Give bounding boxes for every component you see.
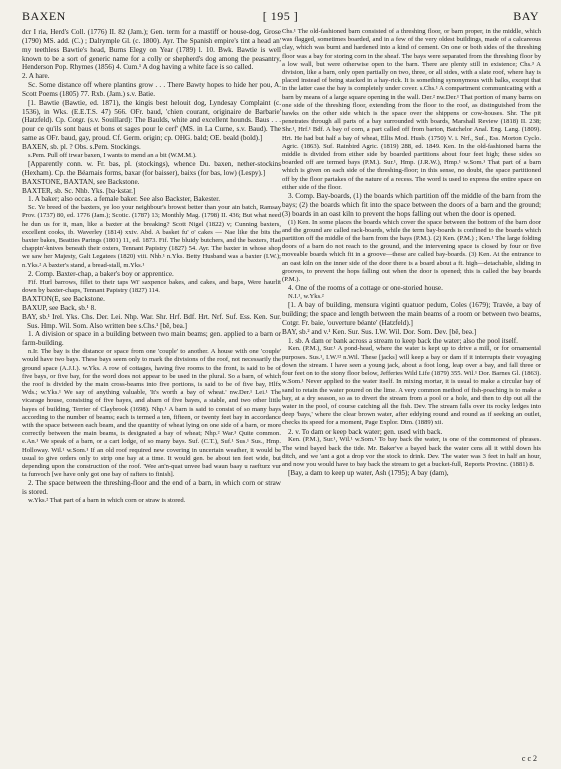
entry-paragraph: N.I.¹, w.Yks.²: [288, 293, 324, 301]
entry-paragraph: s.Pem. Pull off irwar baxen, I wants to mend an a bit (W.M.M.).: [28, 151, 197, 159]
left-column: [22, 28, 281, 753]
header-right-catchword: BAY: [513, 9, 539, 23]
entry-headword-paragraph: BAXTER, sb. Sc. Nhb. Yks. [ba·kstər.]: [22, 186, 136, 195]
entry-headword-paragraph: BAXTON(E, see Backstone.: [22, 295, 105, 304]
header-left-catchword: BAXEN: [22, 9, 66, 23]
page-header: [22, 9, 539, 25]
entry-paragraph: [Apparently conn. w. Fr. bas, pl. (stockings), whence Du. baxen, nether-stockins (Hexham). Cp. the Béarnais forms, baxar (for baisser), baixs (for bas, low) (Lespy).]: [22, 160, 281, 177]
entry-paragraph: 1. A baker; also occas. a female baker. See also Backster, Bakester.: [28, 195, 221, 204]
entry-paragraph: [1. A bay of building, mensura viginti quatuor pedum, Coles (1679); Travée, a bay of building; the space and length between the main beams of a room or between two beams, Cotgr. Fr. baie, 'ouverture béante' (Hatzfeld).]: [282, 301, 541, 327]
entry-paragraph: Ken. (P.M.), Sur.¹, Wil.¹ w.Som.¹ To bay back the water, is one of the commonest of phrases. The wind bayed back the tide. Mr. Baker've a bayed back the water cens all it withl down his ditch, and we 'ant a got a drop vor the stock to drink. Dev. The water was 3 feet in half an hour, and now you would have to bay back the stream to get a bucket-full, Reports Provinc. (1881) 8.: [282, 436, 541, 468]
signature-mark: c c 2: [521, 754, 537, 763]
entry-paragraph: 1. sb. A dam or bank across a stream to keep back the water; also the pool itself.: [288, 336, 518, 345]
entry-headword-paragraph: BAY, sb.² and v.¹ Ken. Sur. Sus. I.W. Wil. Dor. Som. Dev. [bē, beə.]: [282, 327, 477, 336]
entry-headword-paragraph: BAXSTONE, BAXTAN, see Backstone.: [22, 177, 140, 186]
entry-paragraph: Sc. Some distance off where plantins grow . . . There Bawty hopes to hide her pou, A. Scott Poems (1805) 77. Rxb. (Jam.) s.v. Batie.: [22, 81, 281, 98]
entry-paragraph: 3. Comp. Bay-boards, (1) the boards which partition off the middle of the barn from the bays; (2) the boards which fit into the space between the doors of a barn and the ground; (3) boards in an oast kiln to prevent the hops falling out when the door is opened.: [282, 192, 541, 218]
entry-paragraph: 2. Comp. Baxter-chap, a baker's boy or apprentice.: [28, 269, 174, 278]
entry-headword-paragraph: 2. A hare.: [22, 72, 50, 81]
entry-paragraph: Chs.¹ The old-fashioned barn consisted of a threshing floor, or barn proper, in the middle, which was flagged, sometimes boarded, and in a few of the very oldest buildings, made of a calcareous clay, which was burnt and hardened into a kind of cement. On one or both sides of the threshing floor was a bay for storing corn in the sheaf. The bays were separated from the threshing floor by a low wall, but were otherwise open to the barn. There are plenty still in existence; Chs.³ A division, like a barn, only open partially on two, three, or all sides, with a slate roof, where hay is placed instead of being stacked in a hay-rick. It is something synonymous with balks, except that in the latter case the bay is completely under cover. s.Chs.¹ A compartment communicating with a barn by means of a large square opening in the wall. Der.² nw.Der.¹ That portion of many barns on one side of the threshing floor, extending from the floor to the roof, as distinguished from the bawks on the other side which is the space over the shippens or cow-houses. Shr. The pit penetrates through all parts of a bay surrounded with boards, Marshall Review (1818) II. 238; Shr.¹, Hrf.¹ Bdf. A bay of corn, a part called off from barton, Batchelor Anal. Eng. Lang. (1809). Hrt. He had but half a bay of wheat, Ellis Mod. Husb. (1750) V. i. Nrf., Suf., Ess. Morton Cyclo. Agric. (1863). Suf. Rainbird Agric. (1819) 288, ed. 1849. Ken. In the old-fashioned barns the middle is divided from either side by boarded partitions about four feet high; these sides so boarded off are termed bays (P.M.). Sur.¹, Hmp. (J.R.W.), Hmp.¹ w.Som.¹ That part of a barn which is given on each side of the threshing-floor; in this sense, no doubt, the space partitioned off by the floor partakes of the nature of a recess. The word is used to express the entire space on either side of the floor.: [282, 28, 541, 191]
entry-paragraph: w.Yks.² That part of a barn in which corn or straw is stored.: [28, 497, 186, 505]
entry-paragraph: 2. v. To dam or keep back water; gen. used with back.: [288, 427, 443, 436]
entry-paragraph: 1. A division or space in a building between two main beams; gen. applied to a barn or farm-building.: [22, 330, 281, 348]
entry-paragraph: n.Ir. The bay is the distance or space from one 'couple' to another. A house with one 'couple' would have two bays. These bays seem only to mark the divisions of the roof, not necessarily the ground space (A.J.I.). w.Yks. A row of cottages, having five rooms to the front, is said to be of five bays, or five bay, for the word does not appear to be used in the plural. So a barn, of which the roof is divided by the main cross-beams into five portions, is said to be of five bay, Hlfx Wds.; w.Yks.¹ We say of anything valuable, 'It's worth a bay of wheat.' nw.Der.¹ Lei.¹ The vicarage house, consisting of five bayes, and abarn of five bayes, a stable, and two other little bayes of building, Terrier of Claybrook (1698). Nhp.¹ A barn is said to consist of so many bays according to the number of beams; each is termed a ten, fifteen, or twenty feet bay in accordance with the space between each beam, and the quantity of wheat lying on one side of a barn, or more correctly between the main beams, is designated a bay of wheat; Nhp.² War.³ Quite common. e.An.¹ We speak of a barn, or a cart lodge, of so many bays. Suf. (C.T.), Suf.¹ Sus.¹ Sus., Hmp. Holloway. Wil.¹ w.Som.¹ If an old roof required new covering in uncertain weather, it would be usual to give orders only to strip one bay at a time. It would gen. be about ten feet wide, but depending upon the construction of the roof. 'Wee an'n-quat unvee bad waun baay u raefturz vur ta funvoch [we have only got one bay of rafters to finish].: [22, 348, 281, 479]
entry-paragraph: 2. The space between the threshing-floor and the end of a barn, in which corn or straw is stored.: [22, 479, 281, 497]
entry-paragraph: Ken. (P.M.), Sur.¹ A pond-head, where the water is kept up to drive a mill, or for ornamental purposes. Sus.¹, I.W.¹² n.Wil. These [jacks] will keep a bay or dam if it interrupts their voyaging down the stream. I have seen a young jack, about a foot long, leap over a bay, and fall three or four feet on to the stony floor below, Jefferies Wild Life (1879) 355. Wil.¹ Dor. Barnes Gl. (1863). w.Som.¹ Never applied to the water itself. In mixing mortar, it is usual to make a circular bay of sand to retain the water poured on the lime. A very common method of fish-poaching is to make a bay, at a dry season, so as to divert the stream from a pool or a hole, and then to dip out all the water in the pool, of course catching all the fish. Dev. The stream falls over its rocky ledges into deep 'bays,' where the clear brown water, after eddying round and round as if seeking an outlet, checks its speed for a moment, Page Explor. Dtm. (1889) xii.: [282, 345, 541, 427]
page-number: [ 195 ]: [262, 9, 299, 23]
entry-paragraph: Sc. Ye breed of the baxters, ye loo your neighbour's browst better than your ain batch, Ramsay Prov. (1737) 80, ed. 1776 (Jam.); Scotic. (1787) 13; Monthly Mag. (1798) II. 436; But what need he dun us for it, man, like a baxter at the breaking? Scott Nigel (1822) v; Cunning baxters, excellent cooks, ib. Waverley (1814) xxiv. Abd. A basket fu' o' cakes — Nae like the bits the baxter bakes, Beatties Parings (1801) 11, ed. 1873. Fif. The bluidy butchers, and the baxters, Had chappin'-knives beneath their oxters, Tennant Papistry (1827) 54. Ayr. The baxter in whose shop we saw her Majesty, Galt Legatees (1820) viii. Nhb.¹ n.Yks. Betty Husband was a baxter (I.W.); n.Yks.² A baxter's stand, a bread-stall, m.Yks.¹: [22, 204, 281, 269]
entry-paragraph: Fif. Hurl barrows, fillet to their taps Wi' saxpence bakes, and cakes, and baps, Were haurlit down by baxter-chaps, Tennant Papistry (1827) 114.: [22, 278, 281, 294]
entry-paragraph: [1. Bawtie (Bawtie, ed. 1871), the kingis best helouit dog, Lyndesay Complaint (c. 1536), in Wks. (E.E.T.S. 47) 566. OFr. baud, 'chien courant, originaire de Barbarie' (Hatzfeld). Cp. Cotgr. (s.v. Souillard): The Baulds, white and excellent hounds. Baus . . . pour ce qu'ils sont baus et bons et sages pour le cerf' (MS. in La Curne, s.v. Baud). The same as OFr. baud, gay, proud. Cf. Germ. origin; cp. OHG. bald; OE. beald (bold).]: [22, 98, 281, 143]
entry-paragraph: dcr I ria, Herd's Coll. (1776) II. 82 (Jam.); Gen. term for a mastiff or house-dog, Grose (1790) MS. add. (C.) ; Dalrymple Gl. (c. 1800). Ayr. The Spanish empire's tint a head an' my teethless Bawtie's head, Burns Elegy on Year (1789) l. 10. Bwk. Bawtie is well known to be a sort of generic name for a colly or shepherd's dog among the peasantry, Henderson Pop. Rhymes (1856) 4. Cum.¹ A dog having a white face is so called.: [22, 28, 281, 72]
entry-headword-paragraph: BAXUP, see Back, sb.¹ 8.: [22, 303, 97, 312]
right-column: [282, 28, 541, 753]
entry-headword-paragraph: BAXEN, sb. pl. ? Obs. s.Pem. Stockings.: [22, 142, 141, 151]
entry-paragraph: (1) Ken. In some places the boards which cover the space between the bottom of the barn door and the ground are called rack-boards, while the term bay-boards is confined to the boards which partition off the middle of the barn from the bays (P.M.). (2) Ken. (P.M.) ; Ken.¹ The large folding doors of a barn do not reach to the ground, and the intervening space is closed by four or five moveable boards which fit in a groove—these are called bay-boards. (3) Ken. At the entrance to an oast kiln on the inner side of the door there is a board about a ft. high—detachable, sliding in grooves, to prevent the hops falling out when the door is opened; this is called the bay boards (P.M.).: [282, 218, 541, 284]
entry-headword-paragraph: BAY, sb.¹ Irel. Yks. Chs. Der. Lei. Nhp. War. Shr. Hrf. Bdf. Hrt. Nrf. Suf. Ess. Ken. Sur. Sus. Hmp. Wil. Som. Also written bee s.Chs.¹ [bē, bea.]: [22, 312, 281, 330]
entry-paragraph: 4. One of the rooms of a cottage or one-storied house.: [288, 284, 443, 293]
entry-paragraph: [Bay, a dam to keep up water, Ash (1795); A bay (dam),: [288, 469, 449, 478]
